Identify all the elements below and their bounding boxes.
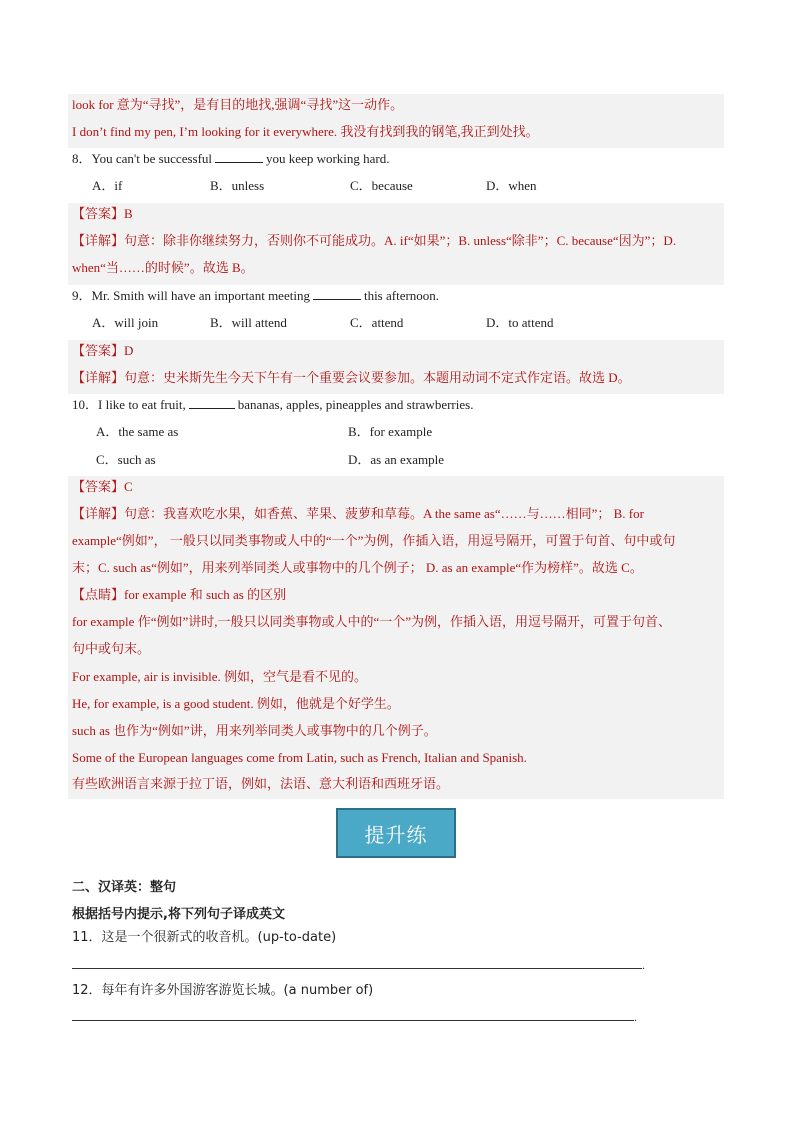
q10-point-5: such as 也作为“例如”讲，用来列举同类人或事物中的几个例子。: [72, 723, 437, 738]
q8-option-c: C．because: [350, 178, 413, 193]
q8-option-b: B．unless: [210, 178, 265, 193]
q10-explain-1: 【详解】句意：我喜欢吃水果，如香蕉、苹果、菠萝和草莓。A the same as“……与……相同”； B. for: [72, 506, 644, 521]
q10-point-7: 有些欧洲语言来源于拉丁语，例如，法语、意大利语和西班牙语。: [72, 776, 450, 791]
answer-period-12: .: [634, 1010, 637, 1024]
q9-answer: 【答案】D: [72, 343, 134, 358]
q8-answer: 【答案】B: [72, 206, 133, 221]
answer-period-11: .: [642, 958, 645, 972]
look-for-example: I don’t find my pen, I’m looking for it everywhere. 我没有找到我的钢笔,我正到处找。: [72, 124, 539, 139]
question-12: 12．每年有许多外国游客游览长城。(a number of): [72, 983, 374, 998]
question-8: 8．You can't be successful you keep working hard.: [72, 151, 390, 166]
answer-line-12[interactable]: [72, 1020, 634, 1021]
q10-option-d: D．as an example: [348, 452, 445, 467]
q10-explain-3: 末；C. such as“例如”，用来列举同类人或事物中的几个例子； D. as an example“作为榜样”。故选 C。: [72, 560, 643, 575]
q10-point-1: for example 作“例如”讲时,一般只以同类事物或人中的“一个”为例，作插入语，用逗号隔开，可置于句首、: [72, 614, 672, 629]
q8-option-d: D．when: [486, 178, 537, 193]
q10-point-title: 【点睛】for example 和 such as 的区别: [72, 587, 287, 602]
question-11: 11．这是一个很新式的收音机。(up-to-date): [72, 930, 337, 945]
q10-option-a: A．the same as: [96, 424, 179, 439]
answer-line-11[interactable]: [72, 968, 642, 969]
q9-option-a: A．will join: [92, 315, 159, 330]
q9-option-d: D．to attend: [486, 315, 554, 330]
q10-point-4: He, for example, is a good student. 例如，他就是个好学生。: [72, 696, 400, 711]
q9-option-c: C．attend: [350, 315, 404, 330]
q10-answer: 【答案】C: [72, 479, 133, 494]
q8-explain-1: 【详解】句意：除非你继续努力，否则你不可能成功。A. if“如果”；B. unless“除非”；C. because“因为”；D.: [72, 233, 677, 248]
q10-explain-2: example“例如”， 一般只以同类事物或人中的“一个”为例，作插入语，用逗号隔开，可置于句首、句中或句: [72, 533, 676, 548]
q10-point-6: Some of the European languages come from Latin, such as French, Italian and Spanish.: [72, 750, 527, 765]
q8-explain-2: when“当……的时候”。故选 B。: [72, 260, 254, 275]
section-banner: 提升练: [336, 808, 456, 858]
section-instruction: 根据括号内提示,将下列句子译成英文: [72, 907, 285, 922]
q9-option-b: B．will attend: [210, 315, 287, 330]
q10-option-c: C．such as: [96, 452, 156, 467]
question-10: 10．I like to eat fruit, bananas, apples, pineapples and strawberries.: [72, 397, 474, 412]
q10-option-b: B．for example: [348, 424, 433, 439]
section-title: 二、汉译英：整句: [72, 880, 177, 895]
look-for-note: look for 意为“寻找”，是有目的地找,强调“寻找”这一动作。: [72, 97, 404, 112]
question-9: 9．Mr. Smith will have an important meeting this afternoon.: [72, 288, 440, 303]
q8-option-a: A．if: [92, 178, 123, 193]
q9-explain: 【详解】句意：史米斯先生今天下午有一个重要会议要参加。本题用动词不定式作定语。故选 D。: [72, 370, 631, 385]
q10-point-2: 句中或句末。: [72, 641, 151, 656]
q10-point-3: For example, air is invisible. 例如，空气是看不见的。: [72, 669, 368, 684]
